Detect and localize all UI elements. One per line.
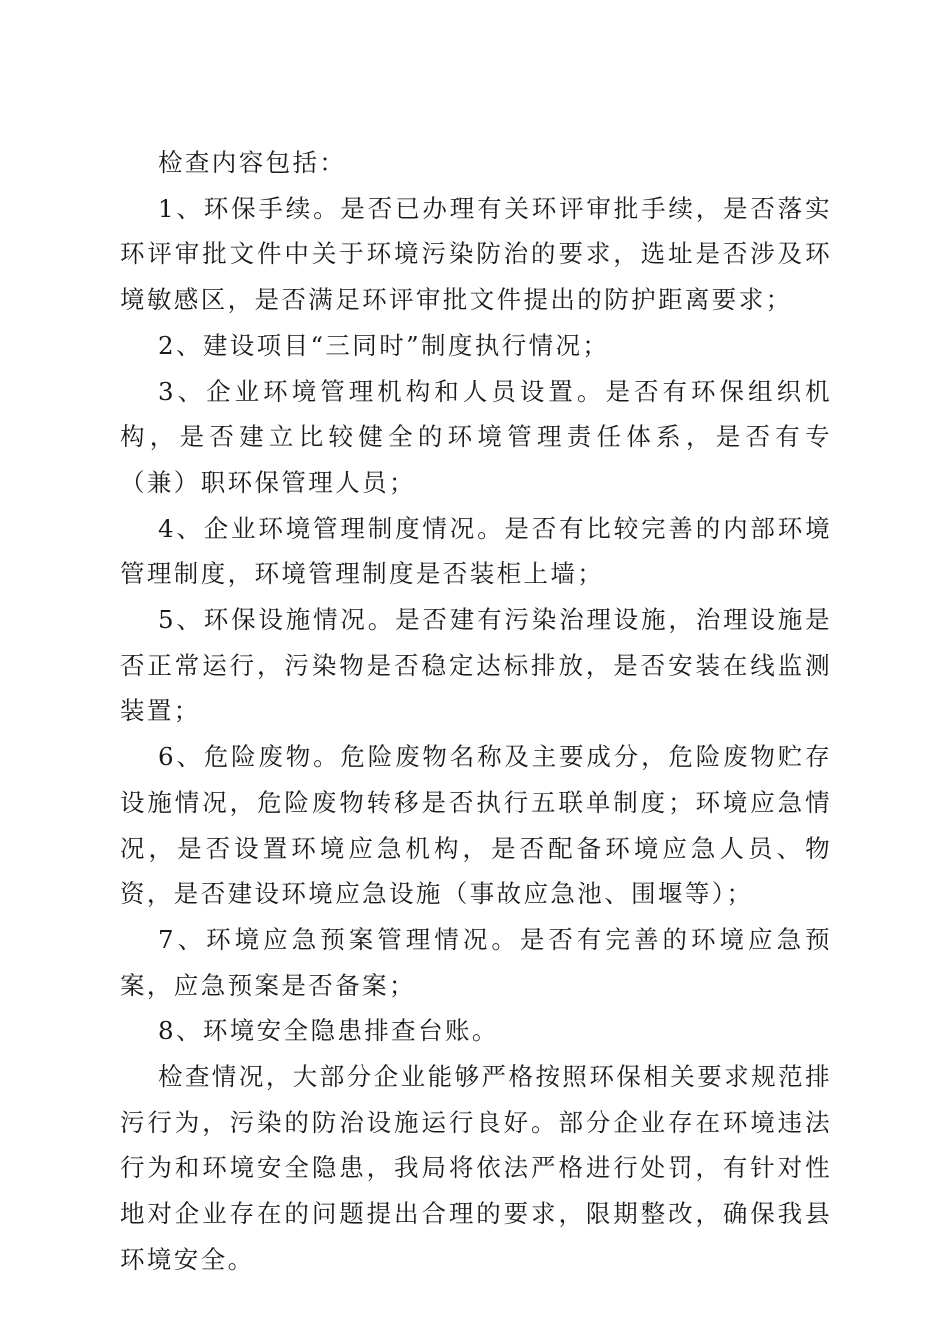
conclusion-paragraph: 检查情况，大部分企业能够严格按照环保相关要求规范排污行为，污染的防治设施运行良好。部分企业存在环境违法行为和环境安全隐患，我局将依法严格进行处罚，有针对性地对企业存在的问题提出合理的要求，限期整改，确保我县环境安全。: [120, 1062, 832, 1274]
document-page: [120, 140, 832, 1283]
item-paragraph-2: 2、建设项目“三同时”制度执行情况；: [158, 330, 610, 360]
intro-paragraph: 检查内容包括：: [158, 148, 347, 177]
item-paragraph-1: 1、环保手续。是否已办理有关环评审批手续，是否落实环评审批文件中关于环境污染防治的要求，选址是否涉及环境敏感区，是否满足环评审批文件提出的防护距离要求；: [120, 193, 832, 315]
item-paragraph-8: 8、环境安全隐患排查台账。: [158, 1016, 499, 1046]
item-paragraph-4: 4、企业环境管理制度情况。是否有比较完善的内部环境管理制度，环境管理制度是否装柜上墙；: [120, 513, 832, 589]
item-paragraph-3: 3、企业环境管理机构和人员设置。是否有环保组织机构，是否建立比较健全的环境管理责任体系，是否有专（兼）职环保管理人员；: [120, 376, 832, 497]
item-paragraph-6: 6、危险废物。危险废物名称及主要成分，危险废物贮存设施情况，危险废物转移是否执行五联单制度；环境应急情况，是否设置环境应急机构，是否配备环境应急人员、物资，是否建设环境应急设施（事故应急池、围堰等）；: [120, 742, 832, 909]
item-paragraph-5: 5、环保设施情况。是否建有污染治理设施，治理设施是否正常运行，污染物是否稳定达标排放，是否安装在线监测装置；: [120, 605, 832, 726]
item-paragraph-7: 7、环境应急预案管理情况。是否有完善的环境应急预案，应急预案是否备案；: [120, 924, 832, 1000]
